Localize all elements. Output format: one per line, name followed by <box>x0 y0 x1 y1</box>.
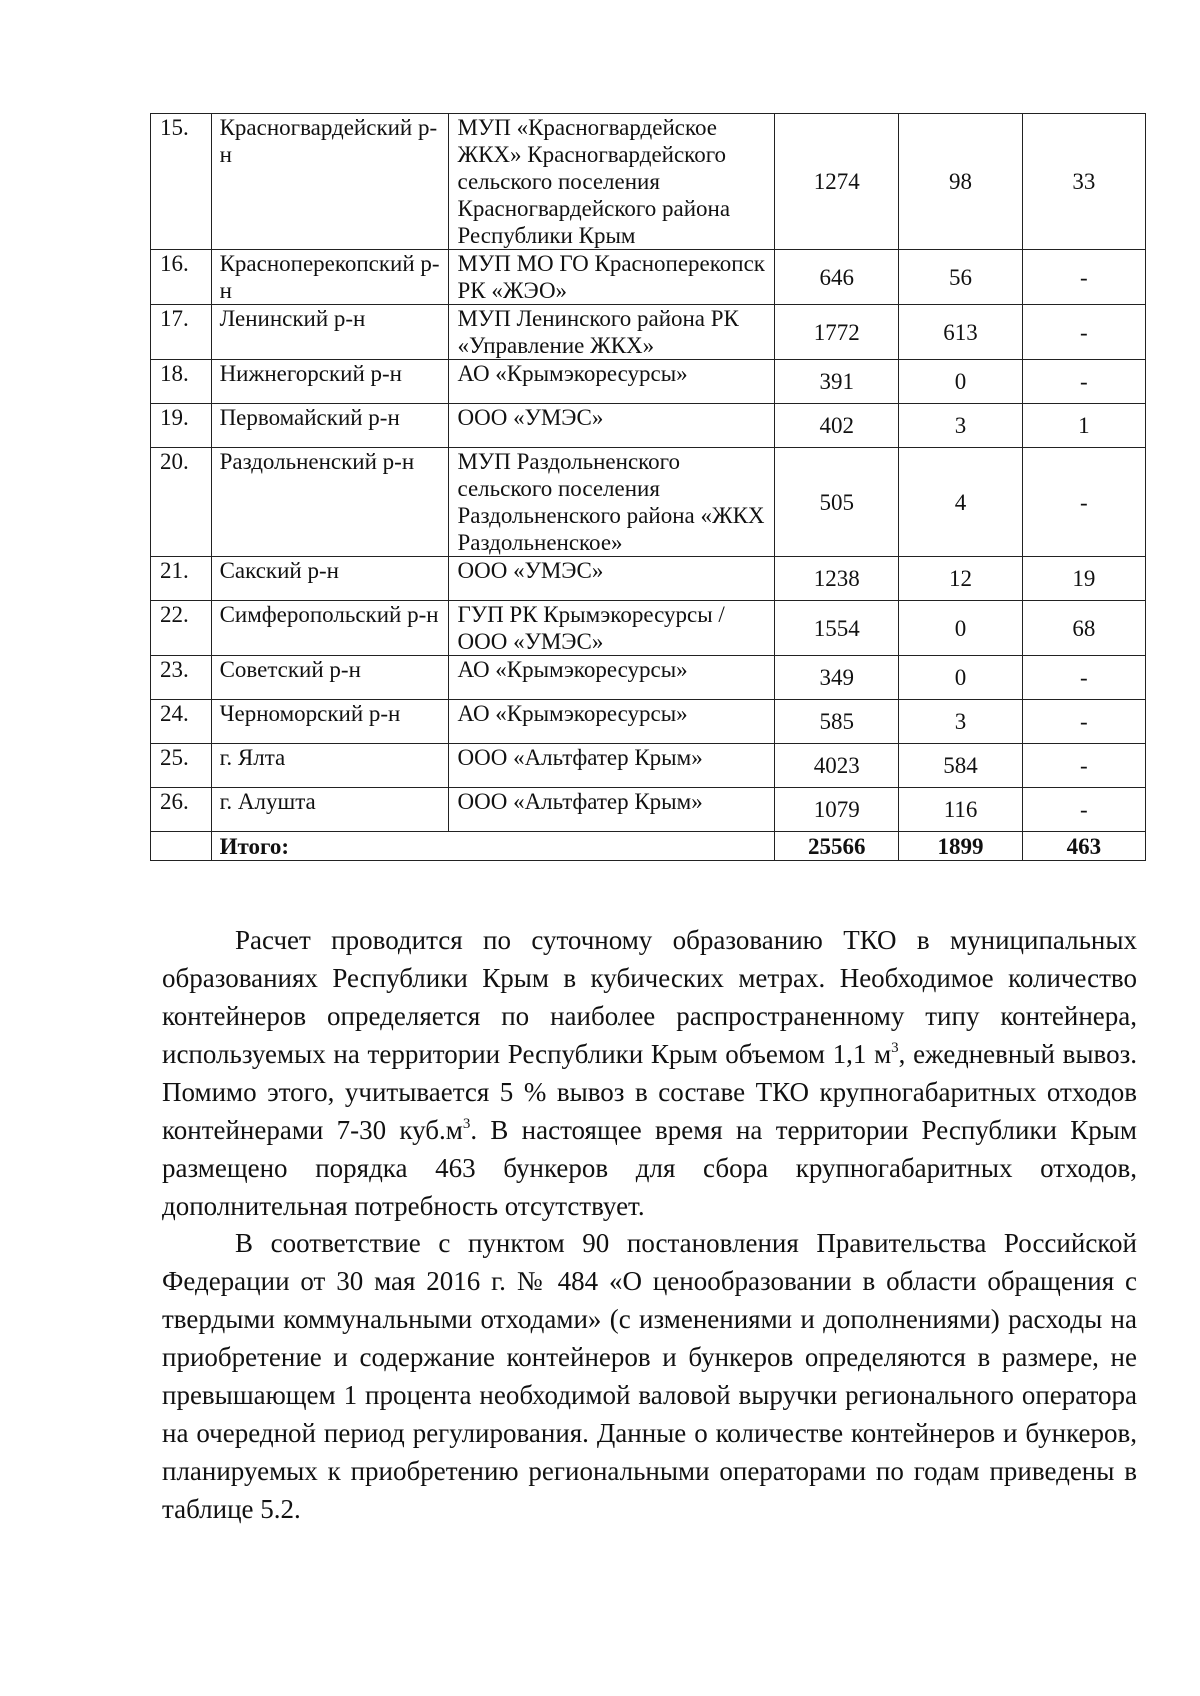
table-row <box>151 250 1146 305</box>
value-cell: 3 <box>899 404 1022 448</box>
value-cell: 1274 <box>775 114 899 250</box>
district-cell: Первомайский р-н <box>211 404 449 448</box>
district-cell: г. Ялта <box>211 744 449 788</box>
row-number: 26. <box>151 788 212 832</box>
value-cell: 646 <box>775 250 899 305</box>
district-cell: г. Алушта <box>211 788 449 832</box>
value-cell: 584 <box>899 744 1022 788</box>
total-number-cell <box>151 832 212 861</box>
paragraph-calculation <box>162 921 1137 1225</box>
total-value: 1899 <box>899 832 1022 861</box>
row-number: 20. <box>151 448 212 557</box>
value-cell: 0 <box>899 601 1022 656</box>
table-row <box>151 360 1146 404</box>
total-label: Итого: <box>211 832 774 861</box>
value-cell: 1554 <box>775 601 899 656</box>
value-cell: 349 <box>775 656 899 700</box>
value-cell: 1772 <box>775 305 899 360</box>
operator-cell: МУП МО ГО Красноперекопск РК «ЖЭО» <box>449 250 775 305</box>
superscript: 3 <box>891 1040 899 1056</box>
value-cell: 98 <box>899 114 1022 250</box>
value-cell: - <box>1022 744 1145 788</box>
value-cell: 613 <box>899 305 1022 360</box>
operator-cell: ООО «Альтфатер Крым» <box>449 744 775 788</box>
operator-cell: АО «Крымэкоресурсы» <box>449 656 775 700</box>
row-number: 17. <box>151 305 212 360</box>
operator-cell: АО «Крымэкоресурсы» <box>449 360 775 404</box>
total-value: 463 <box>1022 832 1145 861</box>
district-cell: Сакский р-н <box>211 557 449 601</box>
district-cell: Ленинский р-н <box>211 305 449 360</box>
value-cell: 3 <box>899 700 1022 744</box>
paragraph-text: Расчет проводится по суточному образованию ТКО в муниципальных образованиях Республики Крым в кубических метрах. Необходимое количество контейнеров определяется по наиболее распространенному типу контейнера, используемых на территории Республики Крым объемом 1,1 м <box>162 925 1137 1069</box>
paragraph-regulation <box>162 1224 1137 1528</box>
district-cell: Черноморский р-н <box>211 700 449 744</box>
district-cell: Раздольненский р-н <box>211 448 449 557</box>
value-cell: 1238 <box>775 557 899 601</box>
row-number: 16. <box>151 250 212 305</box>
operator-cell: ГУП РК Крымэкоресурсы / ООО «УМЭС» <box>449 601 775 656</box>
value-cell: 402 <box>775 404 899 448</box>
table-row <box>151 404 1146 448</box>
district-cell: Симферопольский р-н <box>211 601 449 656</box>
value-cell: 1079 <box>775 788 899 832</box>
operator-cell: МУП «Красногвардейское ЖКХ» Красногвардейского сельского поселения Красногвардейского района Республики Крым <box>449 114 775 250</box>
total-value: 25566 <box>775 832 899 861</box>
total-row <box>151 832 1146 861</box>
row-number: 15. <box>151 114 212 250</box>
table-row <box>151 601 1146 656</box>
container-count-table <box>150 113 1146 861</box>
value-cell: - <box>1022 788 1145 832</box>
row-number: 24. <box>151 700 212 744</box>
value-cell: 391 <box>775 360 899 404</box>
table-row <box>151 114 1146 250</box>
operator-cell: ООО «УМЭС» <box>449 557 775 601</box>
superscript: 3 <box>462 1116 471 1132</box>
paragraph-text: , ежедневный вывоз. Помимо этого, учитывается 5 % вывоз в составе ТКО крупногабаритных отходов контейнерами 7-30 куб.м <box>162 1039 1137 1145</box>
value-cell: 0 <box>899 360 1022 404</box>
value-cell: - <box>1022 360 1145 404</box>
value-cell: - <box>1022 305 1145 360</box>
value-cell: 33 <box>1022 114 1145 250</box>
operator-cell: МУП Ленинского района РК «Управление ЖКХ» <box>449 305 775 360</box>
value-cell: 116 <box>899 788 1022 832</box>
value-cell: 505 <box>775 448 899 557</box>
value-cell: 12 <box>899 557 1022 601</box>
paragraph-text: . В настоящее время на территории Республики Крым размещено порядка 463 бункеров для сбора крупногабаритных отходов, дополнительная потребность отсутствует. <box>162 1115 1137 1221</box>
value-cell: 68 <box>1022 601 1145 656</box>
value-cell: - <box>1022 448 1145 557</box>
operator-cell: ООО «УМЭС» <box>449 404 775 448</box>
value-cell: 56 <box>899 250 1022 305</box>
operator-cell: МУП Раздольненского сельского поселения Раздольненского района «ЖКХ Раздольненское» <box>449 448 775 557</box>
table-row <box>151 744 1146 788</box>
paragraph-text: В соответствие с пунктом 90 постановления Правительства Российской Федерации от 30 мая 2016 г. № 484 «О ценообразовании в области обращения с твердыми коммунальными отходами» (с изменениями и дополнениями) расходы на приобретение и содержание контейнеров и бункеров определяются в размере, не превышающем 1 процента необходимой валовой выручки регионального оператора на очередной период регулирования. Данные о количестве контейнеров и бункеров, планируемых к приобретению региональными операторами по годам приведены в таблице 5.2. <box>162 1228 1137 1524</box>
operator-cell: АО «Крымэкоресурсы» <box>449 700 775 744</box>
row-number: 19. <box>151 404 212 448</box>
value-cell: - <box>1022 700 1145 744</box>
table-row <box>151 557 1146 601</box>
value-cell: 4023 <box>775 744 899 788</box>
district-cell: Красноперекопский р-н <box>211 250 449 305</box>
table-row <box>151 448 1146 557</box>
value-cell: 0 <box>899 656 1022 700</box>
row-number: 22. <box>151 601 212 656</box>
value-cell: 585 <box>775 700 899 744</box>
row-number: 25. <box>151 744 212 788</box>
table-row <box>151 700 1146 744</box>
district-cell: Советский р-н <box>211 656 449 700</box>
value-cell: 4 <box>899 448 1022 557</box>
table-row <box>151 656 1146 700</box>
value-cell: - <box>1022 250 1145 305</box>
row-number: 18. <box>151 360 212 404</box>
row-number: 21. <box>151 557 212 601</box>
row-number: 23. <box>151 656 212 700</box>
table-row <box>151 305 1146 360</box>
value-cell: 19 <box>1022 557 1145 601</box>
value-cell: - <box>1022 656 1145 700</box>
district-cell: Нижнегорский р-н <box>211 360 449 404</box>
operator-cell: ООО «Альтфатер Крым» <box>449 788 775 832</box>
value-cell: 1 <box>1022 404 1145 448</box>
table-row <box>151 788 1146 832</box>
district-cell: Красногвардейский р-н <box>211 114 449 250</box>
